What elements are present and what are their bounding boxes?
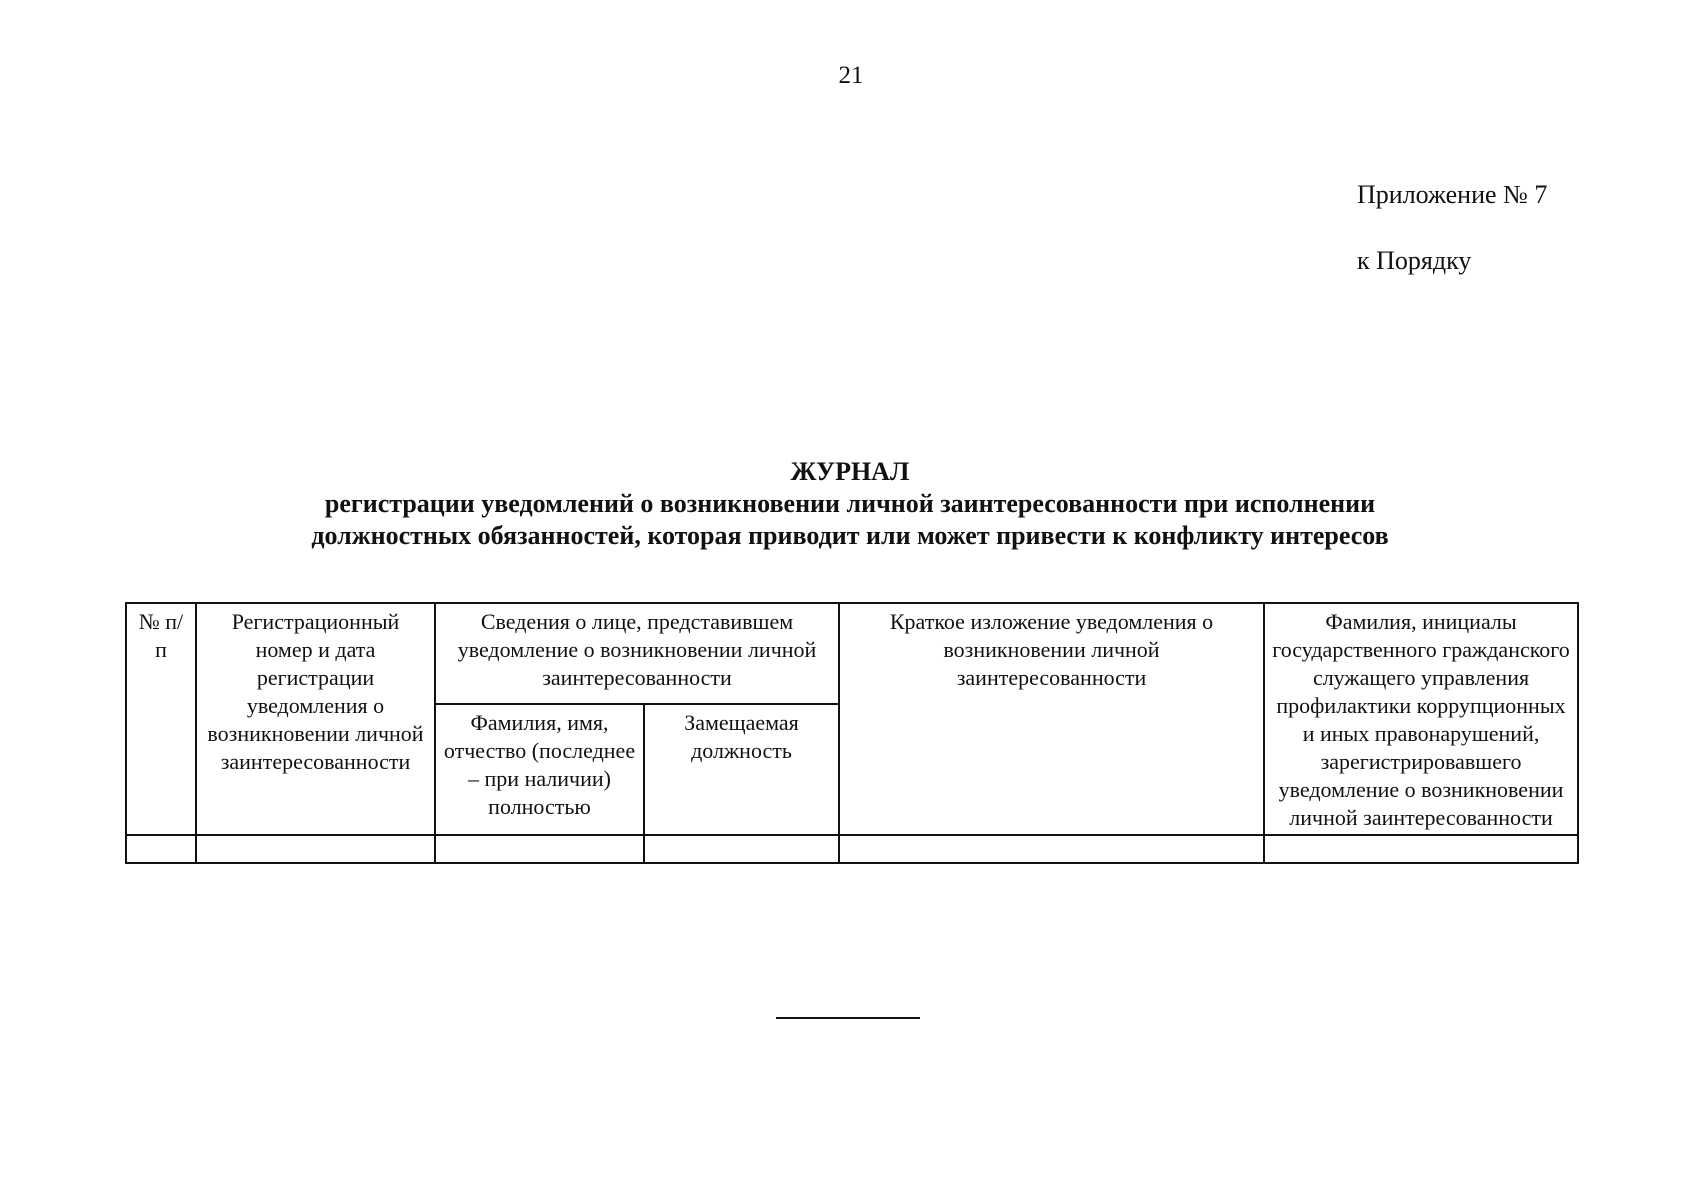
appendix-label: Приложение № 7 — [1357, 180, 1548, 209]
title-line-2: должностных обязанностей, которая приводит или может привести к конфликту интересов — [311, 521, 1389, 550]
header-person-info: Сведения о лице, представившем уведомление о возникновении личной заинтересованности — [435, 603, 839, 704]
header-summary: Краткое изложение уведомления о возникновении личной заинтересованности — [839, 603, 1264, 835]
title-line-1: регистрации уведомлений о возникновении личной заинтересованности при исполнении — [324, 489, 1376, 518]
table-cell — [644, 835, 839, 863]
header-number: № п/п — [126, 603, 196, 835]
page-number: 21 — [838, 62, 864, 89]
document-title — [150, 456, 1550, 552]
journal-table — [125, 602, 1579, 864]
table-cell — [839, 835, 1264, 863]
header-registrar: Фамилия, инициалы государственного гражданского служащего управления профилактики коррупционных и иных правонарушений, зарегистрировавшего уведомление о возникновении личной заинтересованности — [1264, 603, 1578, 835]
header-registration-number: Регистрационный номер и дата регистрации уведомления о возникновении личной заинтересованности — [196, 603, 435, 835]
appendix-reference: к Порядку — [1357, 246, 1472, 275]
table-cell — [435, 835, 644, 863]
closing-rule — [776, 1017, 920, 1019]
table-cell — [1264, 835, 1578, 863]
table-cell — [126, 835, 196, 863]
header-person-position: Замещаемая должность — [644, 704, 839, 835]
table-cell — [196, 835, 435, 863]
header-person-name: Фамилия, имя, отчество (последнее – при наличии) полностью — [435, 704, 644, 835]
table-row — [126, 835, 1578, 863]
title-heading: ЖУРНАЛ — [790, 457, 910, 486]
